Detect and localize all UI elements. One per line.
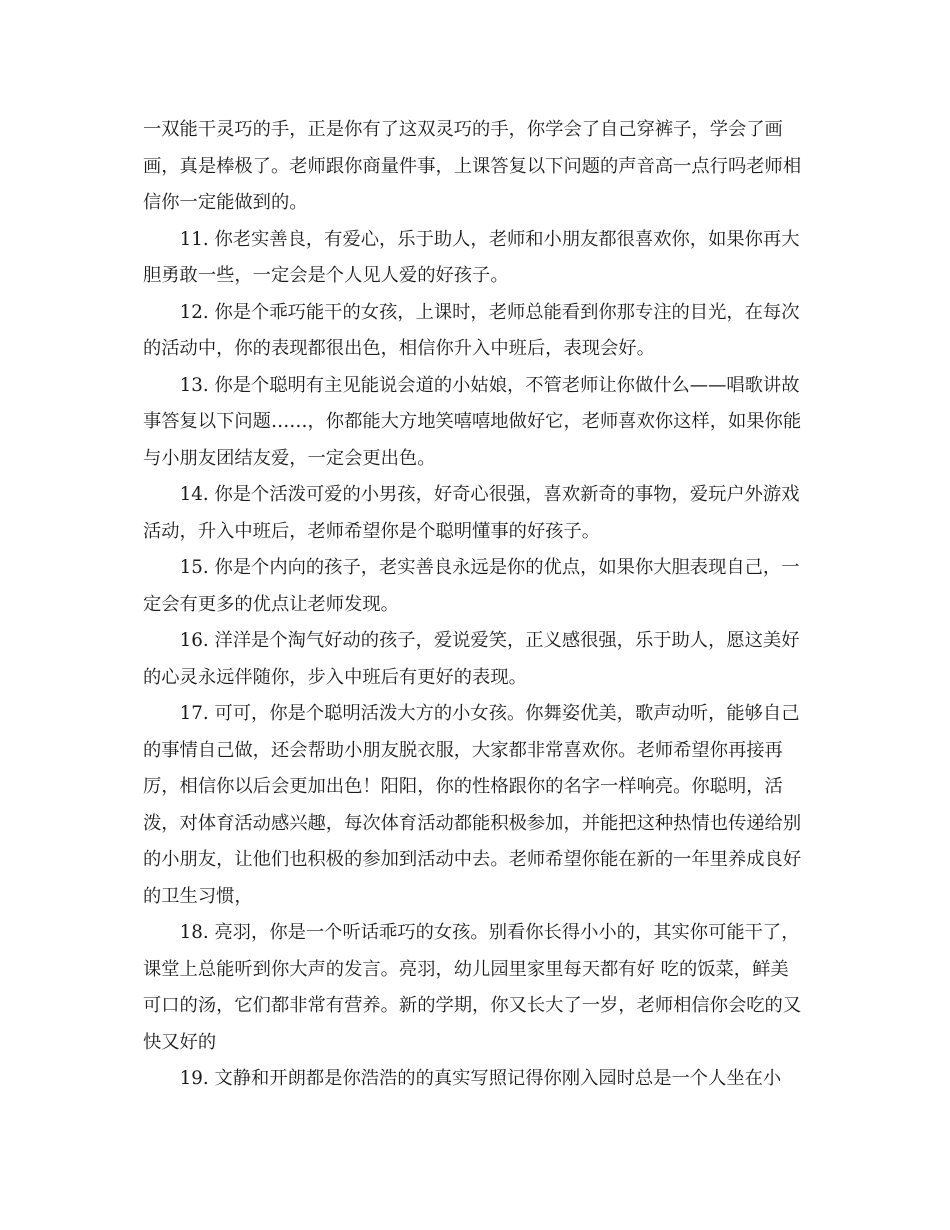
document-body <box>143 112 803 1098</box>
paragraph-19: 19. 文静和开朗都是你浩浩的的真实写照记得你刚入园时总是一个人坐在小 <box>179 1068 782 1089</box>
paragraph-16: 16. 洋洋是个淘气好动的孩子，爱说爱笑，正义感很强，乐于助人，愿这美好的心灵永远伴随你，步入中班后有更好的表现。 <box>143 630 800 688</box>
paragraph-15: 15. 你是个内向的孩子，老实善良永远是你的优点，如果你大胆表现自己，一定会有更多的优点让老师发现。 <box>143 557 800 615</box>
paragraph-14: 14. 你是个活泼可爱的小男孩，好奇心很强，喜欢新奇的事物，爱玩户外游戏活动，升入中班后，老师希望你是个聪明懂事的好孩子。 <box>143 484 800 542</box>
paragraph-continued: 一双能干灵巧的手，正是你有了这双灵巧的手，你学会了自己穿裤子，学会了画画，真是棒极了。老师跟你商量件事，上课答复以下问题的声音高一点行吗老师相信你一定能做到的。 <box>143 119 802 213</box>
paragraph-11: 11. 你老实善良，有爱心，乐于助人，老师和小朋友都很喜欢你，如果你再大胆勇敢一些，一定会是个人见人爱的好孩子。 <box>143 228 800 286</box>
paragraph-18: 18. 亮羽，你是一个听话乖巧的女孩。别看你长得小小的，其实你可能干了，课堂上总能听到你大声的发言。亮羽，幼儿园里家里每天都有好 吃的饭菜，鲜美可口的汤，它们都非常有营养。新的学期，你又长大了一岁，老师相信你会吃的又快又好的 <box>143 922 802 1053</box>
paragraph-12: 12. 你是个乖巧能干的女孩，上课时，老师总能看到你那专注的目光，在每次的活动中，你的表现都很出色，相信你升入中班后，表现会好。 <box>143 301 800 359</box>
paragraph-17: 17. 可可，你是个聪明活泼大方的小女孩。你舞姿优美，歌声动听，能够自己的事情自己做，还会帮助小朋友脱衣服，大家都非常喜欢你。老师希望你再接再厉，相信你以后会更加出色！阳阳，你的性格跟你的名字一样响亮。你聪明，活泼，对体育活动感兴趣，每次体育活动都能积极参加，并能把这种热情也传递给别的小朋友，让他们也积极的参加到活动中去。老师希望你能在新的一年里养成良好的卫生习惯， <box>143 703 802 907</box>
paragraph-13: 13. 你是个聪明有主见能说会道的小姑娘，不管老师让你做什么——唱歌讲故事答复以下问题……，你都能大方地笑嘻嘻地做好它，老师喜欢你这样，如果你能与小朋友团结友爱，一定会更出色。 <box>143 374 802 469</box>
